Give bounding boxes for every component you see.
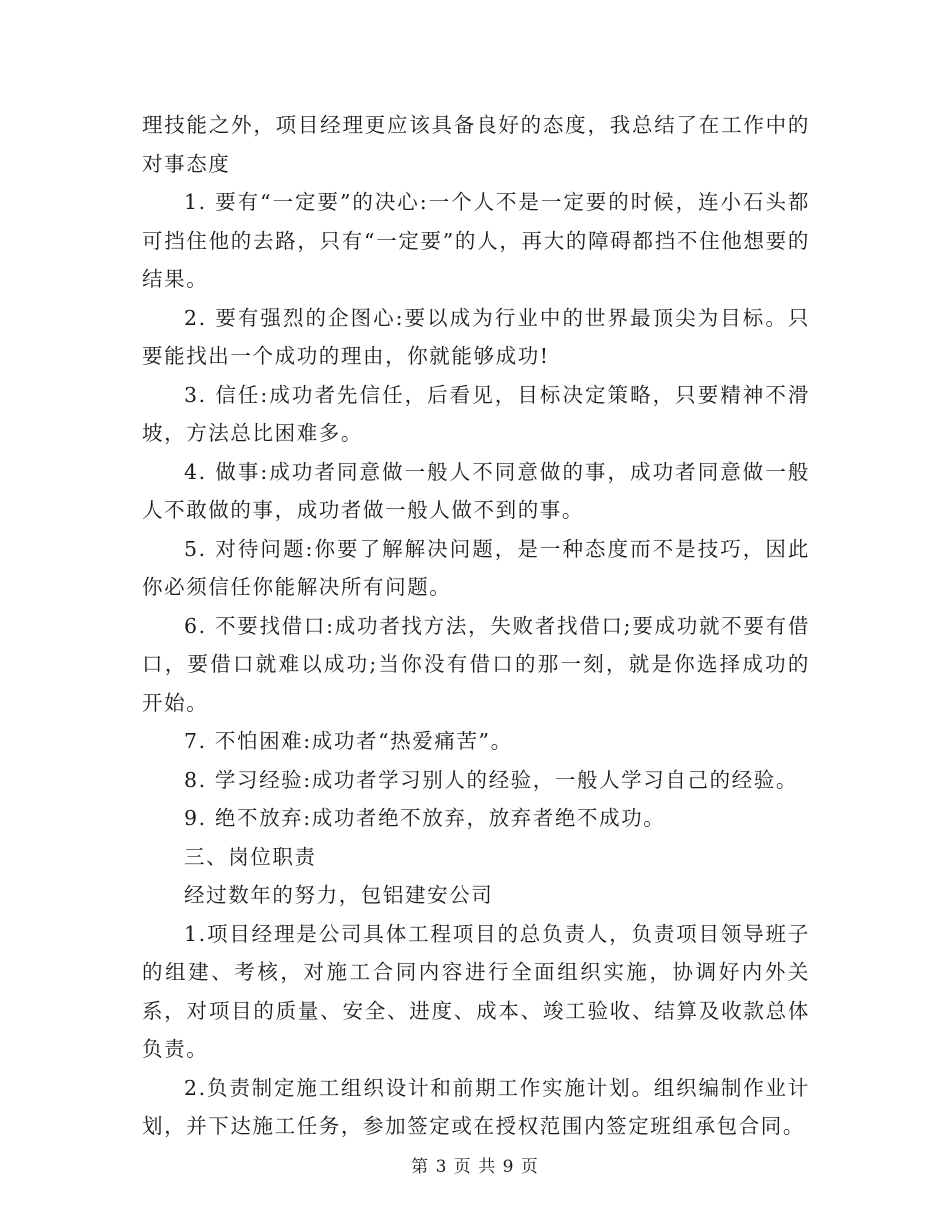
paragraph-item-2: 2. 要有强烈的企图心:要以成为行业中的世界最顶尖为目标。只要能找出一个成功的理由，你就能够成功!	[142, 305, 810, 368]
paragraph-item-6: 6. 不要找借口:成功者找方法，失败者找借口;要成功就不要有借口，要借口就难以成功;当你没有借口的那一刻，就是你选择成功的开始。	[142, 613, 810, 715]
paragraph-item-5: 5. 对待问题:你要了解解决问题，是一种态度而不是技巧，因此你必须信任你能解决所有问题。	[142, 536, 810, 599]
paragraph-company-intro: 经过数年的努力，包铝建安公司	[184, 883, 494, 907]
page-body	[142, 106, 810, 1146]
paragraph-item-4: 4. 做事:成功者同意做一般人不同意做的事，成功者同意做一般人不敢做的事，成功者做一般人做不到的事。	[142, 459, 810, 522]
paragraph-item-1: 1. 要有“一定要”的决心:一个人不是一定要的时候，连小石头都可挡住他的去路，只有“一定要”的人，再大的障碍都挡不住他想要的结果。	[142, 190, 810, 291]
paragraph-item-8: 8. 学习经验:成功者学习别人的经验，一般人学习自己的经验。	[184, 767, 798, 792]
page-number-footer: 第 3 页 共 9 页	[411, 1157, 539, 1177]
paragraph-duty-1: 1.项目经理是公司具体工程项目的总负责人，负责项目领导班子的组建、考核，对施工合同内容进行全面组织实施，协调好内外关系，对项目的质量、安全、进度、成本、竣工验收、结算及收款总体负责。	[142, 921, 810, 1061]
paragraph-item-7: 7. 不怕困难:成功者“热爱痛苦”。	[184, 729, 513, 753]
paragraph-intro: 理技能之外，项目经理更应该具备良好的态度，我总结了在工作中的对事态度	[142, 113, 810, 176]
paragraph-item-9: 9. 绝不放弃:成功者绝不放弃，放弃者绝不成功。	[184, 806, 666, 830]
paragraph-duty-2: 2.负责制定施工组织设计和前期工作实施计划。组织编制作业计划，并下达施工任务，参加签定或在授权范围内签定班组承包合同。	[142, 1075, 810, 1138]
section-heading-duties: 三、岗位职责	[184, 844, 317, 869]
paragraph-item-3: 3. 信任:成功者先信任，后看见，目标决定策略，只要精神不滑坡，方法总比困难多。	[142, 382, 810, 445]
